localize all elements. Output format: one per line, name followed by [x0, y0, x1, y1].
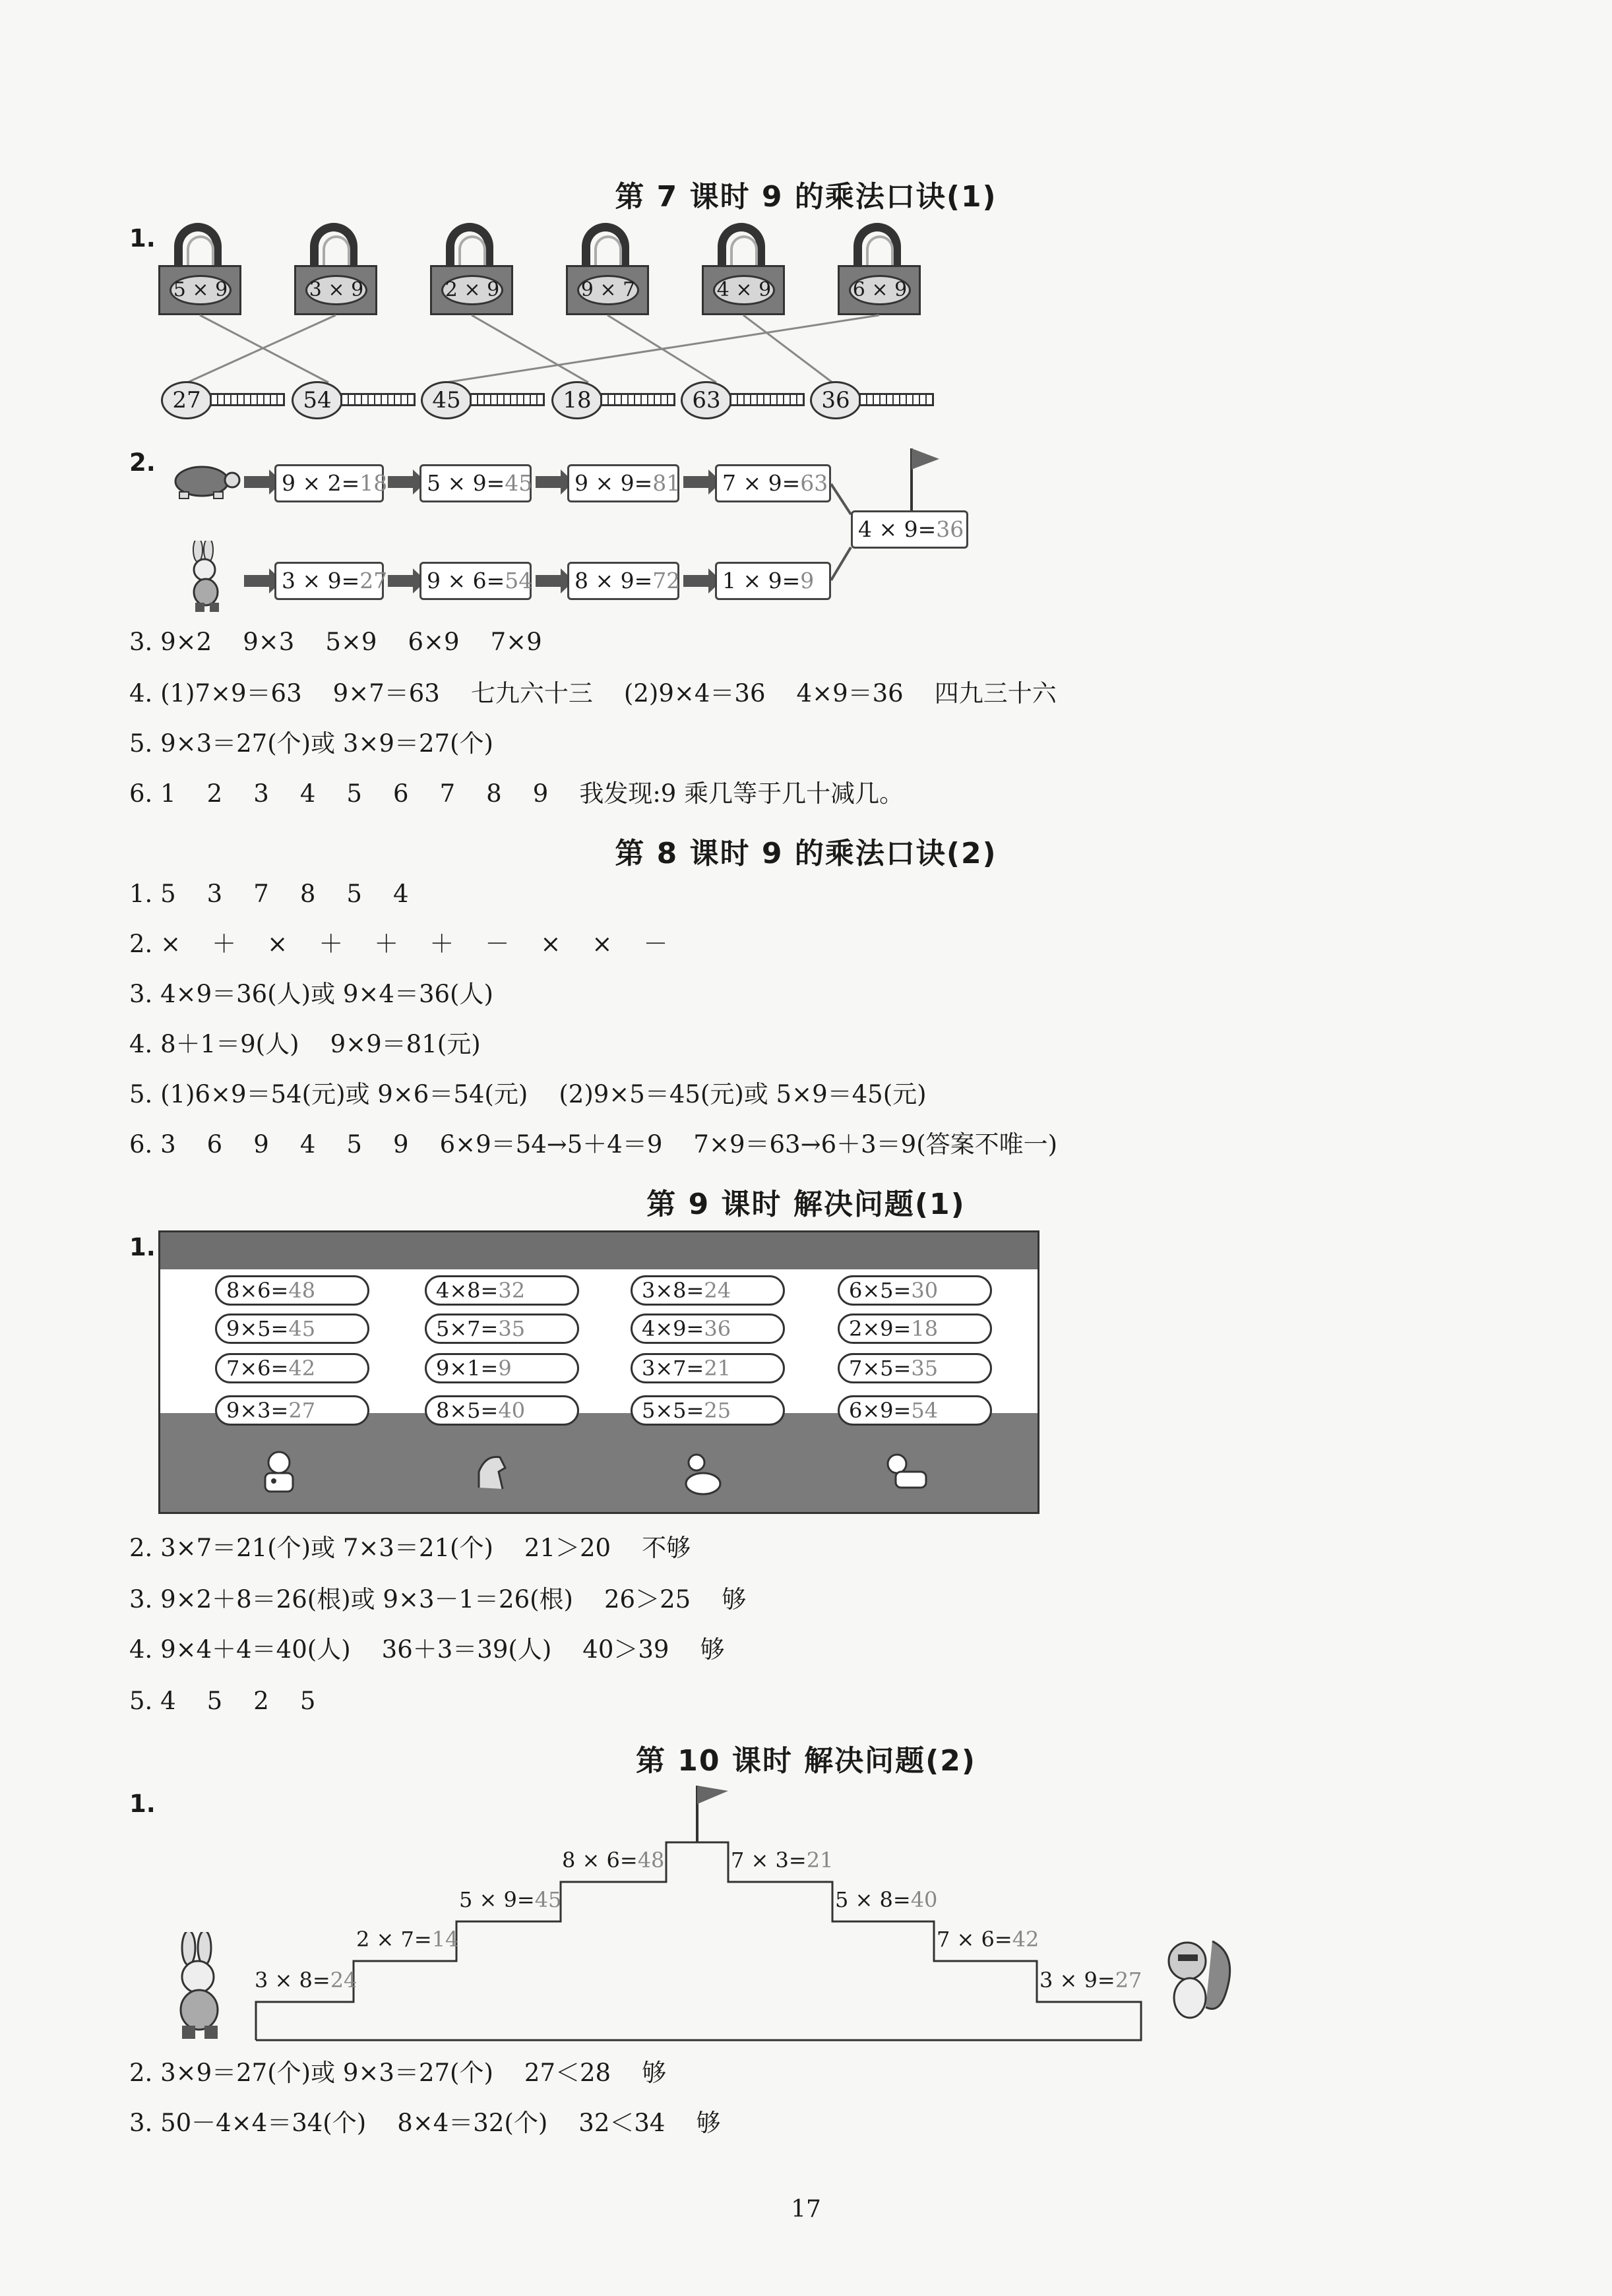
- squirrel-icon: [1153, 1928, 1239, 2034]
- key-2: 54: [292, 381, 417, 421]
- lock-5: 4 × 9: [702, 223, 785, 315]
- pill-expression: 6×9=54: [838, 1395, 992, 1426]
- lesson8-q4: 4. 8＋1＝9(人) 9×9＝81(元): [129, 1030, 481, 1058]
- step-left-3: 5 × 9=45: [459, 1887, 562, 1912]
- pill-expression: 3×8=24: [631, 1275, 785, 1306]
- pill-expression: 5×7=35: [425, 1314, 579, 1344]
- step-right-3: 7 × 6=42: [937, 1927, 1039, 1952]
- lesson7-title: 第 7 课时 9 的乘法口诀(1): [615, 180, 997, 214]
- key-3: 45: [421, 381, 546, 421]
- chain-top-1: 9 × 2=18: [274, 464, 384, 502]
- lesson10-q3: 3. 50－4×4＝34(个) 8×4＝32(个) 32＜34 够: [129, 2109, 721, 2137]
- lesson10-q1-number: 1.: [129, 1790, 156, 1818]
- key-6: 36: [810, 381, 935, 421]
- key-1: 27: [161, 381, 286, 421]
- page-number: 17: [791, 2196, 821, 2223]
- lesson9-q1-number: 1.: [129, 1233, 156, 1261]
- lesson7-q2-number: 2.: [129, 448, 156, 477]
- lesson8-q3: 3. 4×9＝36(人)或 9×4＝36(人): [129, 980, 493, 1008]
- pill-expression: 3×7=21: [631, 1353, 785, 1383]
- chain-top-3: 9 × 9=81: [567, 464, 679, 502]
- lesson10-q2: 2. 3×9＝27(个)或 9×3＝27(个) 27＜28 够: [129, 2059, 667, 2087]
- pill-expression: 7×5=35: [838, 1353, 992, 1383]
- step-right-4: 3 × 9=27: [1039, 1968, 1142, 1993]
- lesson8-q1: 1. 5 3 7 8 5 4: [129, 880, 409, 908]
- lesson9-q5: 5. 4 5 2 5: [129, 1687, 316, 1715]
- step-left-2: 2 × 7=14: [356, 1927, 459, 1952]
- lesson8-title: 第 8 课时 9 的乘法口诀(2): [615, 837, 997, 870]
- rabbit-icon: [158, 1932, 244, 2044]
- chain-final: 4 × 9=36: [851, 510, 968, 549]
- chain-bottom-2: 9 × 6=54: [419, 562, 532, 600]
- lesson7-q5: 5. 9×3＝27(个)或 3×9＝27(个): [129, 729, 493, 758]
- pill-expression: 4×9=36: [631, 1314, 785, 1344]
- step-right-1: 7 × 3=21: [731, 1848, 834, 1873]
- pill-expression: 8×6=48: [215, 1275, 369, 1306]
- pill-expression: 5×5=25: [631, 1395, 785, 1426]
- chain-bottom-1: 3 × 9=27: [274, 562, 384, 600]
- step-right-2: 5 × 8=40: [835, 1887, 938, 1912]
- lock-4: 9 × 7: [566, 223, 649, 315]
- lesson7-q3: 3. 9×2 9×3 5×9 6×9 7×9: [129, 628, 542, 656]
- lesson8-q6: 6. 3 6 9 4 5 9 6×9＝54→5＋4＝9 7×9＝63→6＋3＝9(答案不唯一): [129, 1130, 1058, 1159]
- lesson8-q2: 2. × ＋ × ＋ ＋ ＋ － × × －: [129, 930, 668, 958]
- pill-expression: 4×8=32: [425, 1275, 579, 1306]
- chain-top-2: 5 × 9=45: [419, 464, 532, 502]
- lock-1: 5 × 9: [158, 223, 241, 315]
- pill-expression: 2×9=18: [838, 1314, 992, 1344]
- step-left-1: 3 × 8=24: [255, 1968, 357, 1993]
- lesson9-q3: 3. 9×2＋8＝26(根)或 9×3－1＝26(根) 26＞25 够: [129, 1585, 747, 1614]
- pill-expression: 8×5=40: [425, 1395, 579, 1426]
- lesson8-q5: 5. (1)6×9＝54(元)或 9×6＝54(元) (2)9×5＝45(元)或 5×9＝45(元): [129, 1080, 927, 1108]
- key-5: 63: [681, 381, 806, 421]
- pill-expression: 7×6=42: [215, 1353, 369, 1383]
- lock-6: 6 × 9: [838, 223, 921, 315]
- lock-3: 2 × 9: [430, 223, 513, 315]
- chain-top-4: 7 × 9=63: [715, 464, 831, 502]
- lesson9-title: 第 9 课时 解决问题(1): [646, 1188, 966, 1221]
- lesson9-q2: 2. 3×7＝21(个)或 7×3＝21(个) 21＞20 不够: [129, 1534, 691, 1562]
- lesson9-q4: 4. 9×4＋4＝40(人) 36＋3＝39(人) 40＞39 够: [129, 1635, 725, 1664]
- step-left-4: 8 × 6=48: [562, 1848, 665, 1873]
- lock-2: 3 × 9: [294, 223, 377, 315]
- pill-expression: 9×3=27: [215, 1395, 369, 1426]
- chain-bottom-4: 1 × 9=9: [715, 562, 831, 600]
- chain-bottom-3: 8 × 9=72: [567, 562, 679, 600]
- pill-expression: 9×1=9: [425, 1353, 579, 1383]
- pill-expression: 6×5=30: [838, 1275, 992, 1306]
- lesson10-title: 第 10 课时 解决问题(2): [635, 1744, 977, 1778]
- key-4: 18: [551, 381, 677, 421]
- lesson7-q1-number: 1.: [129, 224, 156, 253]
- lesson7-q6: 6. 1 2 3 4 5 6 7 8 9 我发现:9 乘几等于几十减几。: [129, 779, 904, 808]
- pill-expression: 9×5=45: [215, 1314, 369, 1344]
- lesson7-q4: 4. (1)7×9＝63 9×7＝63 七九六十三 (2)9×4＝36 4×9＝36 四九三十六: [129, 679, 1057, 708]
